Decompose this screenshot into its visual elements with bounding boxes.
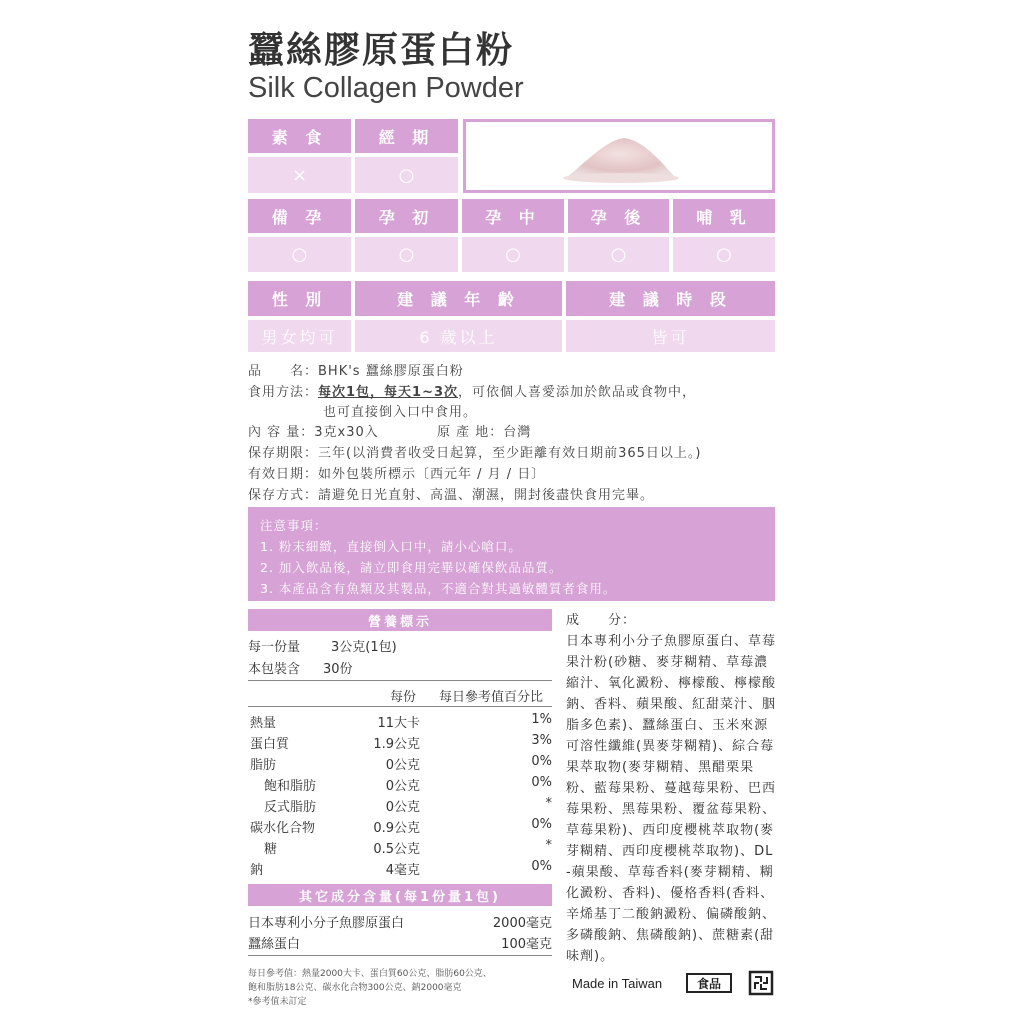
shelf-life-label: 保存期限： (248, 446, 319, 461)
nutrient-name: 脂肪 (250, 758, 277, 773)
nutrient-amount: 0公克 (385, 758, 420, 773)
nutrient-dv: * (545, 838, 552, 853)
age-header: 建 議 年 齡 (355, 281, 562, 316)
servings-per-pack-label: 本包裝含 (248, 662, 301, 677)
nutrient-name: 蛋白質 (250, 737, 290, 752)
nutrient-amount: 0公克 (385, 779, 420, 794)
mid-pregnancy-value: ○ (462, 237, 564, 272)
late-pregnancy-value: ○ (568, 237, 669, 272)
breastfeeding-value: ○ (673, 237, 775, 272)
nutrient-amount: 0公克 (385, 800, 420, 815)
pre-pregnancy-value: ○ (248, 237, 351, 272)
ingredients-text: 日本專利小分子魚膠原蛋白、草莓果汁粉(砂糖、麥芽糊精、草莓濃縮汁、氧化澱粉、檸檬酸、檸檬酸鈉、香料、蘋果酸、紅甜菜汁、胭脂多色素)、蠶絲蛋白、玉米來源可溶性纖維(異麥芽糊精)、綜合莓果萃取物(麥芽糊精、黑醋栗果粉、藍莓果粉、蔓越莓果粉、巴西莓果粉、黑莓果粉、覆盆莓果粉、草莓果粉)、西印度櫻桃萃取物(麥芽糊精、西印度櫻桃萃取物)、DL-蘋果酸、草莓香料(麥芽糊精、糊化澱粉、香料)、優格香料(香料、辛烯基丁二酸鈉澱粉、偏磷酸鈉、多磷酸鈉、焦磷酸鈉)、蔗糖素(甜味劑)。 (566, 634, 777, 964)
nutrition-divider (248, 955, 552, 956)
usage-rest: ，可依個人喜愛添加於飲品或食物中， (458, 385, 697, 400)
serving-size-label: 每一份量 (248, 640, 301, 655)
product-name-label: 品 名： (248, 364, 319, 379)
storage-value: 請避免日光直射、高溫、潮濕，開封後盡快食用完畢。 (318, 488, 655, 503)
servings-per-pack-value: 30份 (323, 662, 353, 677)
nutrient-dv: 0% (531, 817, 552, 832)
nutrition-divider (248, 680, 552, 681)
nutrient-name: 鈉 (250, 863, 264, 878)
product-title-en: Silk Collagen Powder (248, 72, 524, 104)
origin-label: 原 產 地： (437, 425, 504, 440)
nutrient-dv: 0% (531, 859, 552, 874)
nutrition-divider (248, 706, 552, 707)
ingredients-label: 成 分： (566, 613, 637, 628)
origin-value: 台灣 (503, 425, 532, 440)
made-in-taiwan: Made in Taiwan (572, 976, 663, 991)
per-serving-header: 每份 (390, 690, 417, 705)
nutrient-amount: 4毫克 (385, 863, 420, 878)
nutrient-name: 飽和脂肪 (264, 779, 317, 794)
other-ingredient-amount: 100毫克 (501, 937, 552, 952)
shelf-life-value: 三年(以消費者收受日起算，至少距離有效日期前365日以上。) (318, 446, 702, 461)
usage-line (248, 381, 696, 400)
nutrient-name: 反式脂肪 (264, 800, 317, 815)
content-label: 內 容 量： (248, 425, 315, 440)
notice-item: 3. 本產品含有魚類及其製品，不適合對其過敏體質者食用。 (260, 581, 617, 596)
powder-pile-illustration (466, 122, 772, 190)
storage-label: 保存方式： (248, 488, 319, 503)
expiry-line (248, 463, 545, 482)
daily-value-footnote: 每日參考值：熱量2000大卡、蛋白質60公克、脂肪60公克、 (248, 969, 492, 979)
ingredients-block (566, 610, 776, 967)
gender-value: 男女均可 (248, 320, 351, 352)
nutrient-amount: 11大卡 (377, 716, 420, 731)
timing-value: 皆可 (566, 320, 775, 352)
other-ingredient-name: 日本專利小分子魚膠原蛋白 (248, 916, 405, 931)
vegetarian-header: 素 食 (248, 119, 351, 153)
usage-emphasis: 每次1包，每天1~3次 (318, 385, 459, 400)
other-ingredient-amount: 2000毫克 (492, 916, 552, 931)
recycle-icon (748, 970, 774, 996)
early-pregnancy-header: 孕 初 (355, 199, 458, 233)
nutrient-dv: * (545, 796, 552, 811)
nutrient-dv: 0% (531, 775, 552, 790)
food-mark: 食品 (686, 973, 732, 993)
origin-line (437, 421, 531, 440)
daily-value-header: 每日參考值百分比 (439, 690, 544, 705)
daily-value-footnote: 飽和脂肪18公克、碳水化合物300公克、鈉2000毫克 (248, 983, 462, 993)
notice-item: 1. 粉末細緻，直接倒入口中，請小心嗆口。 (260, 539, 522, 554)
mid-pregnancy-header: 孕 中 (462, 199, 564, 233)
nutrient-amount: 0.5公克 (373, 842, 420, 857)
nutrient-name: 糖 (264, 842, 278, 857)
menstrual-header: 經 期 (355, 119, 458, 153)
early-pregnancy-value: ○ (355, 237, 458, 272)
storage-line (248, 484, 654, 503)
nutrient-amount: 0.9公克 (373, 821, 420, 836)
serving-size-value: 3公克(1包) (331, 640, 397, 655)
product-title-zh: 蠶絲膠原蛋白粉 (248, 30, 515, 71)
shelf-life-line (248, 442, 701, 461)
usage-line-2: 也可直接倒入口中食用。 (323, 405, 478, 420)
nutrient-amount: 1.9公克 (373, 737, 420, 752)
other-ingredient-name: 蠶絲蛋白 (248, 937, 301, 952)
breastfeeding-header: 哺 乳 (673, 199, 775, 233)
content-value: 3克x30入 (314, 425, 379, 440)
notice-box (248, 507, 775, 601)
late-pregnancy-header: 孕 後 (568, 199, 669, 233)
menstrual-value: ○ (355, 157, 458, 193)
other-ingredients-title: 其它成分含量(每1份量1包) (248, 884, 552, 906)
vegetarian-value: × (248, 157, 351, 193)
product-name-value: BHK's 蠶絲膠原蛋白粉 (318, 364, 464, 379)
expiry-label: 有效日期： (248, 467, 319, 482)
pre-pregnancy-header: 備 孕 (248, 199, 351, 233)
nutrient-name: 熱量 (250, 716, 277, 731)
product-name-line (248, 360, 464, 379)
nutrient-dv: 3% (531, 733, 552, 748)
nutrient-dv: 1% (531, 712, 552, 727)
usage-label: 食用方法： (248, 385, 319, 400)
product-powder-image (463, 119, 775, 193)
gender-header: 性 別 (248, 281, 351, 316)
notice-item: 2. 加入飲品後，請立即食用完畢以確保飲品品質。 (260, 560, 563, 575)
notice-title: 注意事項： (260, 518, 328, 533)
expiry-value: 如外包裝所標示〔西元年 / 月 / 日〕 (318, 467, 546, 482)
not-established-footnote: *參考值未訂定 (248, 997, 307, 1007)
nutrient-name: 碳水化合物 (250, 821, 316, 836)
timing-header: 建 議 時 段 (566, 281, 775, 316)
age-value: 6 歲以上 (355, 320, 562, 352)
content-line (248, 421, 379, 440)
nutrition-title: 營養標示 (248, 609, 552, 631)
nutrient-dv: 0% (531, 754, 552, 769)
